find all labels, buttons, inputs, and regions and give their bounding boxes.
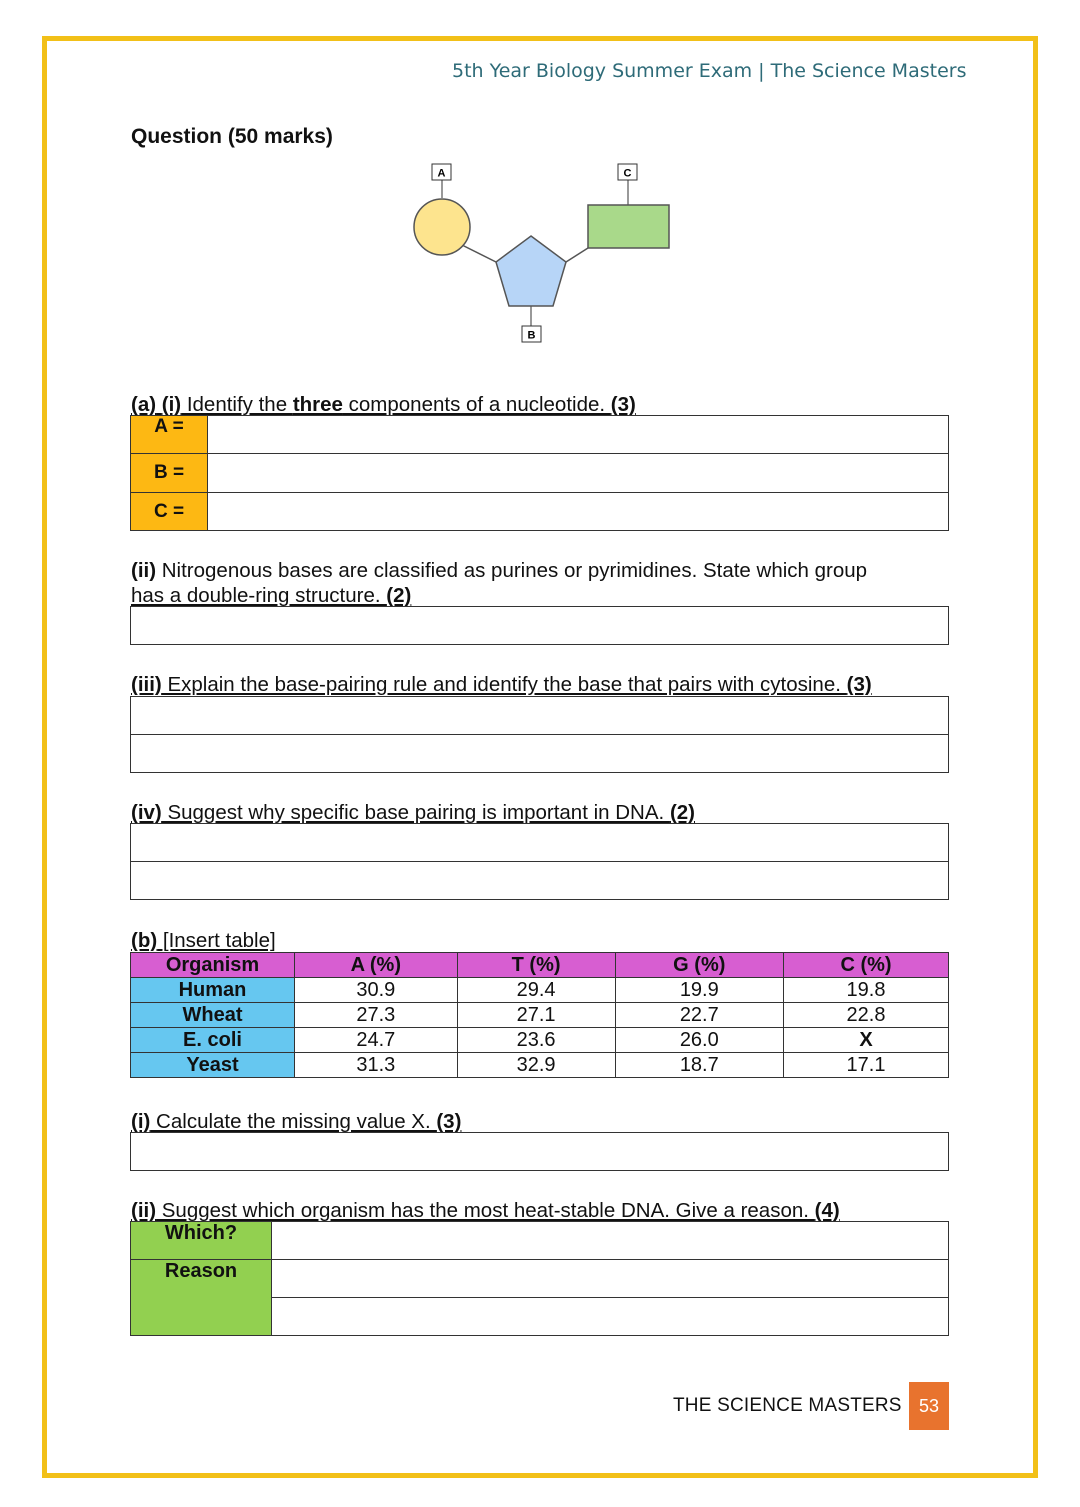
prompt-a-iv — [131, 800, 695, 825]
prompt-text: [Insert table] — [157, 929, 276, 952]
prompt-b-ii — [131, 1198, 840, 1223]
header-cell: A (%) — [295, 953, 458, 978]
table-row — [131, 1028, 949, 1053]
organism-cell: E. coli — [131, 1028, 295, 1053]
answer-table-a-iii — [130, 696, 949, 773]
subpart-number: (ii) — [131, 559, 157, 582]
prompt-text: Suggest why specific base pairing is important in DNA. — [161, 801, 670, 824]
header-cell: T (%) — [457, 953, 615, 978]
prompt-text: Suggest which organism has the most heat-stable DNA. Give a reason. — [156, 1199, 815, 1222]
table-cell: 19.8 — [784, 978, 949, 1003]
part-number: (b) — [131, 929, 158, 952]
table-cell: 24.7 — [295, 1028, 458, 1053]
answer-field-a[interactable] — [208, 416, 949, 454]
subpart-number: (i) — [161, 393, 182, 416]
prompt-text: Calculate the missing value X. — [150, 1110, 437, 1133]
prompt-text: components of a nucleotide. — [342, 393, 611, 416]
label-cell: A = — [131, 416, 208, 454]
label-b: B — [527, 329, 536, 342]
answer-field[interactable] — [131, 824, 949, 862]
answer-table-a-iv — [130, 823, 949, 900]
answer-field[interactable] — [131, 1133, 949, 1171]
table-cell: 27.3 — [295, 1003, 458, 1028]
table-cell: 17.1 — [784, 1053, 949, 1078]
table-cell: 30.9 — [295, 978, 458, 1003]
reason-label: Reason — [131, 1260, 272, 1336]
table-row — [131, 978, 949, 1003]
label-c: C — [623, 167, 632, 180]
marks: (2) — [669, 801, 695, 824]
table-cell: 23.6 — [457, 1028, 615, 1053]
prompt-text: Explain the base-pairing rule and identify the base that pairs with cytosine. — [161, 673, 847, 696]
table-row — [131, 1003, 949, 1028]
answer-field[interactable] — [131, 862, 949, 900]
label-cell: C = — [131, 493, 208, 531]
prompt-a-ii — [131, 558, 867, 608]
prompt-a-i — [131, 392, 636, 417]
answer-field-c[interactable] — [208, 493, 949, 531]
table-cell: 32.9 — [457, 1053, 615, 1078]
label-a: A — [437, 167, 446, 180]
header-cell: Organism — [131, 953, 295, 978]
sugar-pentagon — [496, 236, 566, 306]
prompt-b-i — [131, 1109, 461, 1134]
prompt-text: Identify the — [181, 393, 293, 416]
table-row — [131, 1053, 949, 1078]
table-cell: 19.9 — [615, 978, 783, 1003]
marks: (3) — [436, 1110, 462, 1133]
organism-cell: Yeast — [131, 1053, 295, 1078]
reason-answer-field[interactable] — [272, 1260, 949, 1298]
marks: (4) — [814, 1199, 840, 1222]
answer-field[interactable] — [131, 735, 949, 773]
phosphate-circle — [414, 199, 470, 255]
table-cell: 31.3 — [295, 1053, 458, 1078]
table-cell: 27.1 — [457, 1003, 615, 1028]
table-cell: 26.0 — [615, 1028, 783, 1053]
bond-sugar-base — [566, 248, 588, 262]
exam-header: 5th Year Biology Summer Exam | The Science Masters — [452, 60, 967, 82]
which-answer-field[interactable] — [272, 1222, 949, 1260]
page-number: 53 — [909, 1382, 949, 1430]
table-cell: 22.8 — [784, 1003, 949, 1028]
missing-value-cell: X — [784, 1028, 949, 1053]
part-number: (a) — [131, 393, 157, 416]
subpart-number: (i) — [131, 1110, 151, 1133]
answer-table-a-i — [130, 415, 949, 531]
organism-cell: Human — [131, 978, 295, 1003]
answer-table-b-ii — [130, 1221, 949, 1336]
subpart-number: (ii) — [131, 1199, 157, 1222]
answer-table-b-i — [130, 1132, 949, 1171]
answer-table-a-ii — [130, 606, 949, 645]
header-cell: C (%) — [784, 953, 949, 978]
nucleotide-diagram — [400, 158, 690, 350]
table-header-row — [131, 953, 949, 978]
prompt-b — [131, 928, 276, 953]
reason-answer-field[interactable] — [272, 1298, 949, 1336]
subpart-number: (iii) — [131, 673, 162, 696]
organism-cell: Wheat — [131, 1003, 295, 1028]
marks: (2) — [386, 584, 412, 607]
prompt-bold-word: three — [292, 393, 343, 416]
label-cell: B = — [131, 454, 208, 493]
footer-text: THE SCIENCE MASTERS — [673, 1395, 902, 1416]
marks: (3) — [846, 673, 872, 696]
subpart-number: (iv) — [131, 801, 162, 824]
base-rectangle — [588, 205, 669, 248]
question-title: Question (50 marks) — [131, 125, 333, 148]
marks: (3) — [610, 393, 636, 416]
prompt-text: has a double-ring structure. — [131, 584, 387, 607]
which-label: Which? — [131, 1222, 272, 1260]
prompt-a-iii — [131, 672, 872, 697]
answer-field-b[interactable] — [208, 454, 949, 493]
table-cell: 22.7 — [615, 1003, 783, 1028]
answer-field[interactable] — [131, 697, 949, 735]
base-composition-table — [130, 952, 949, 1078]
table-cell: 29.4 — [457, 978, 615, 1003]
prompt-text: Nitrogenous bases are classified as purines or pyrimidines. State which group — [156, 559, 868, 582]
answer-field[interactable] — [131, 607, 949, 645]
header-cell: G (%) — [615, 953, 783, 978]
table-cell: 18.7 — [615, 1053, 783, 1078]
